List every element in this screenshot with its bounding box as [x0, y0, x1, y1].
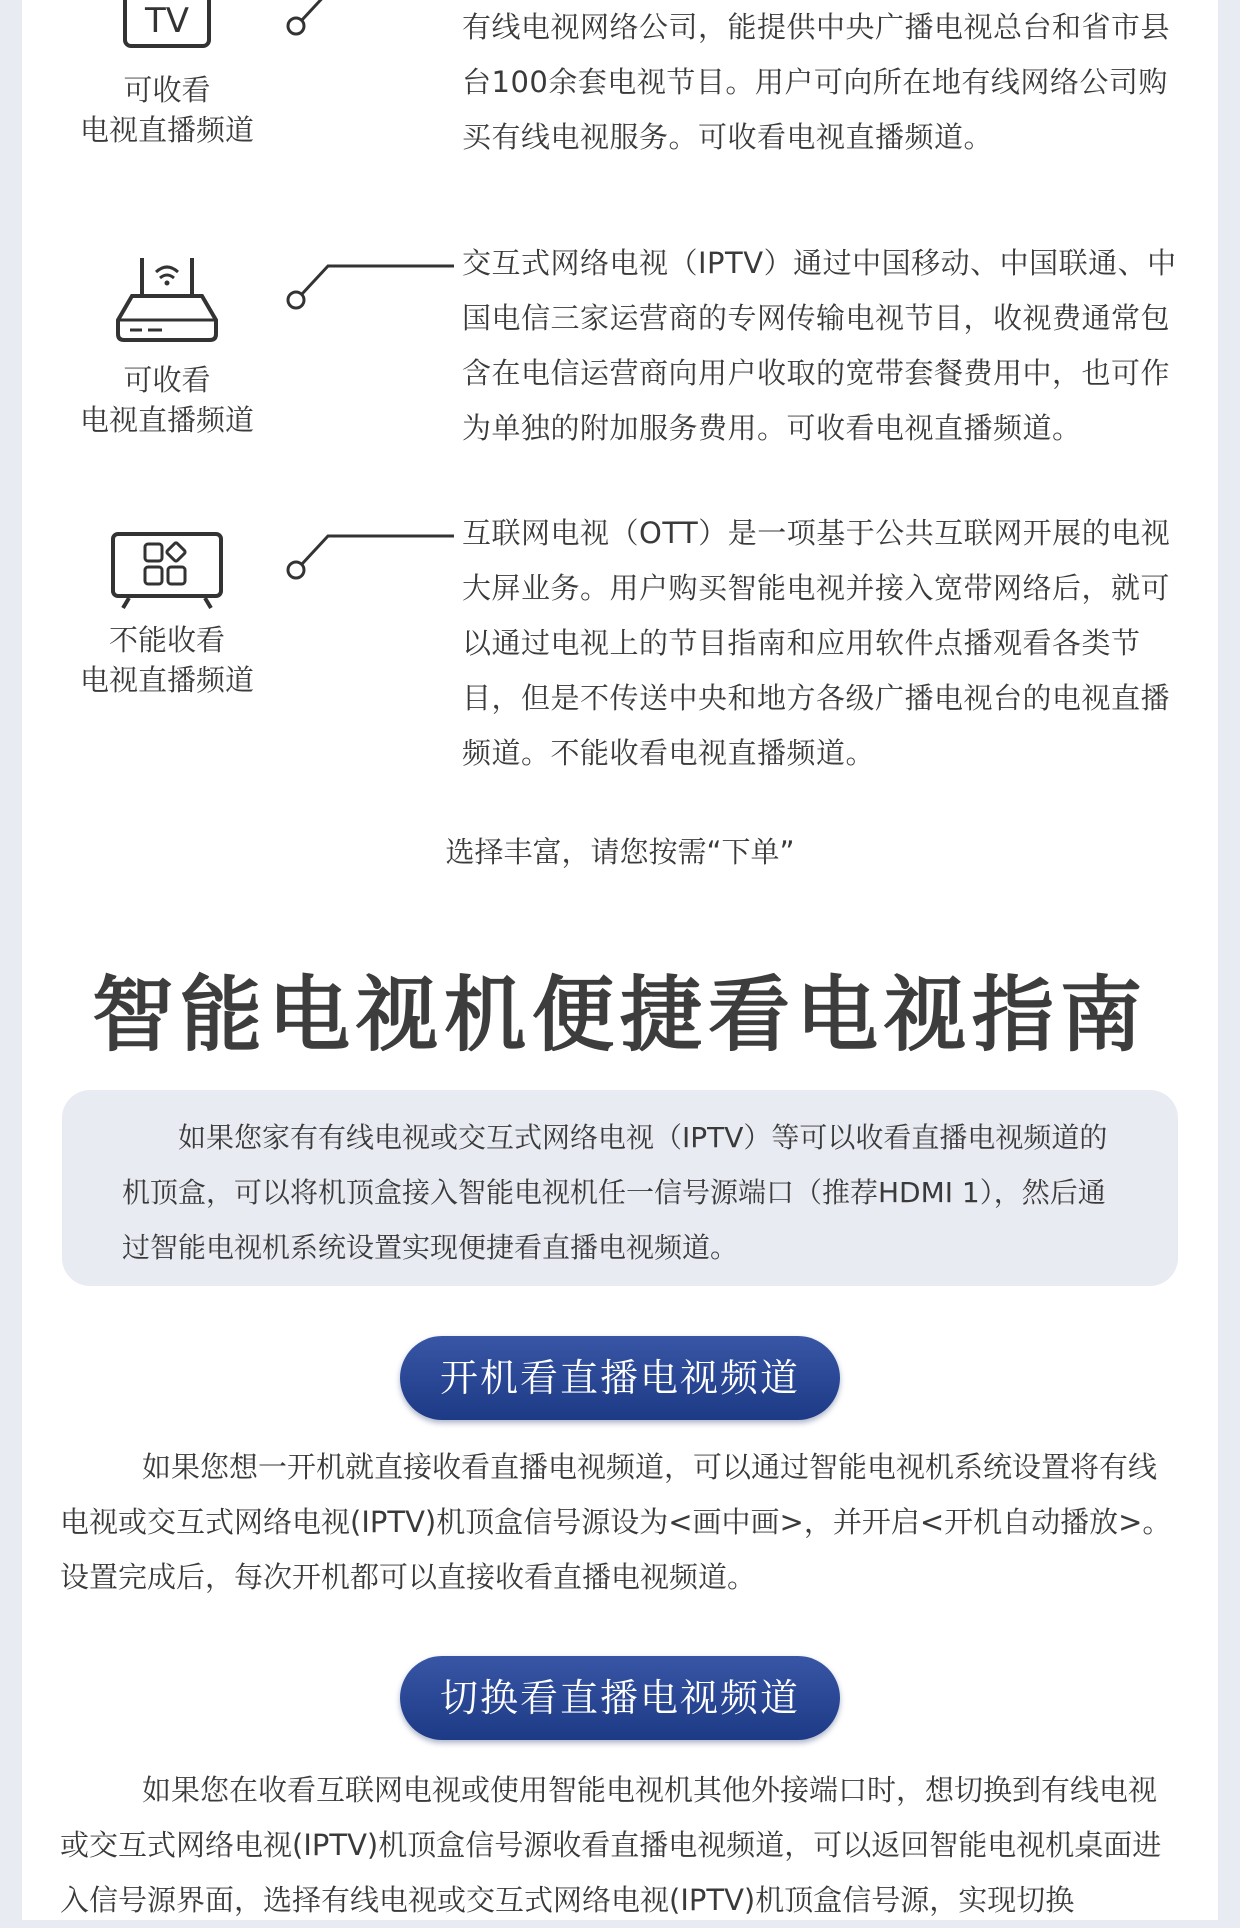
- service-icon-column: [62, 250, 272, 440]
- section-2-text: 如果您在收看互联网电视或使用智能电视机其他外接端口时，想切换到有线电视或交互式网络电视(IPTV)机顶盒信号源收看直播电视频道，可以返回智能电视机桌面进入信号源界面，选择有线电视或交互式网络电视(IPTV)机顶盒信号源，实现切换: [60, 1773, 1162, 1917]
- router-icon: [112, 250, 222, 346]
- caption-line-2: 电视直播频道: [79, 663, 254, 697]
- connector-line: [284, 532, 464, 582]
- service-caption: [62, 70, 272, 150]
- service-icon-column: [62, 0, 272, 150]
- section-1-title-button: 开机看直播电视频道: [400, 1336, 840, 1420]
- choice-note: 选择丰富，请您按需“下单”: [445, 835, 795, 869]
- page: [22, 0, 1218, 1920]
- smart-tv-icon: [109, 520, 225, 610]
- intro-text: 如果您家有有线电视或交互式网络电视（IPTV）等可以收看直播电视频道的机顶盒，可以将机顶盒接入智能电视机任一信号源端口（推荐HDMI 1），然后通过智能电视机系统设置实现便捷看直播电视频道。: [122, 1121, 1108, 1264]
- service-caption: [62, 620, 272, 700]
- tv-icon: [117, 0, 217, 56]
- guide-title: 智能电视机便捷看电视指南: [91, 968, 1148, 1063]
- caption-line-1: 不能收看: [108, 623, 225, 657]
- intro-box: [62, 1090, 1178, 1286]
- caption-line-2: 电视直播频道: [79, 403, 254, 437]
- service-caption: [62, 360, 272, 440]
- service-icon-column: [62, 520, 272, 700]
- service-description: 有线电视网络公司，能提供中央广播电视总台和省市县台100余套电视节目。用户可向所在地有线网络公司购买有线电视服务。可收看电视直播频道。: [462, 10, 1171, 154]
- caption-line-1: 可收看: [123, 363, 211, 397]
- section-1-text: 如果您想一开机就直接收看直播电视频道，可以通过智能电视机系统设置将有线电视或交互式网络电视(IPTV)机顶盒信号源设为<画中画>，并开启<开机自动播放>。设置完成后，每次开机都可以直接收看直播电视频道。: [60, 1450, 1172, 1594]
- caption-line-1: 可收看: [123, 73, 211, 107]
- caption-line-2: 电视直播频道: [79, 113, 254, 147]
- service-description: 交互式网络电视（IPTV）通过中国移动、中国联通、中国电信三家运营商的专网传输电视节目，收视费通常包含在电信运营商向用户收取的宽带套餐费用中，也可作为单独的附加服务费用。可收看电视直播频道。: [462, 246, 1177, 445]
- section-2-title-button: 切换看直播电视频道: [400, 1656, 840, 1740]
- svg-text:TV: TV: [144, 1, 190, 41]
- connector-line: [284, 262, 464, 312]
- service-description: 互联网电视（OTT）是一项基于公共互联网开展的电视大屏业务。用户购买智能电视并接入宽带网络后，就可以通过电视上的节目指南和应用软件点播观看各类节目，但是不传送中央和地方各级广播电视台的电视直播频道。不能收看电视直播频道。: [462, 516, 1171, 770]
- connector-line: [284, 0, 464, 38]
